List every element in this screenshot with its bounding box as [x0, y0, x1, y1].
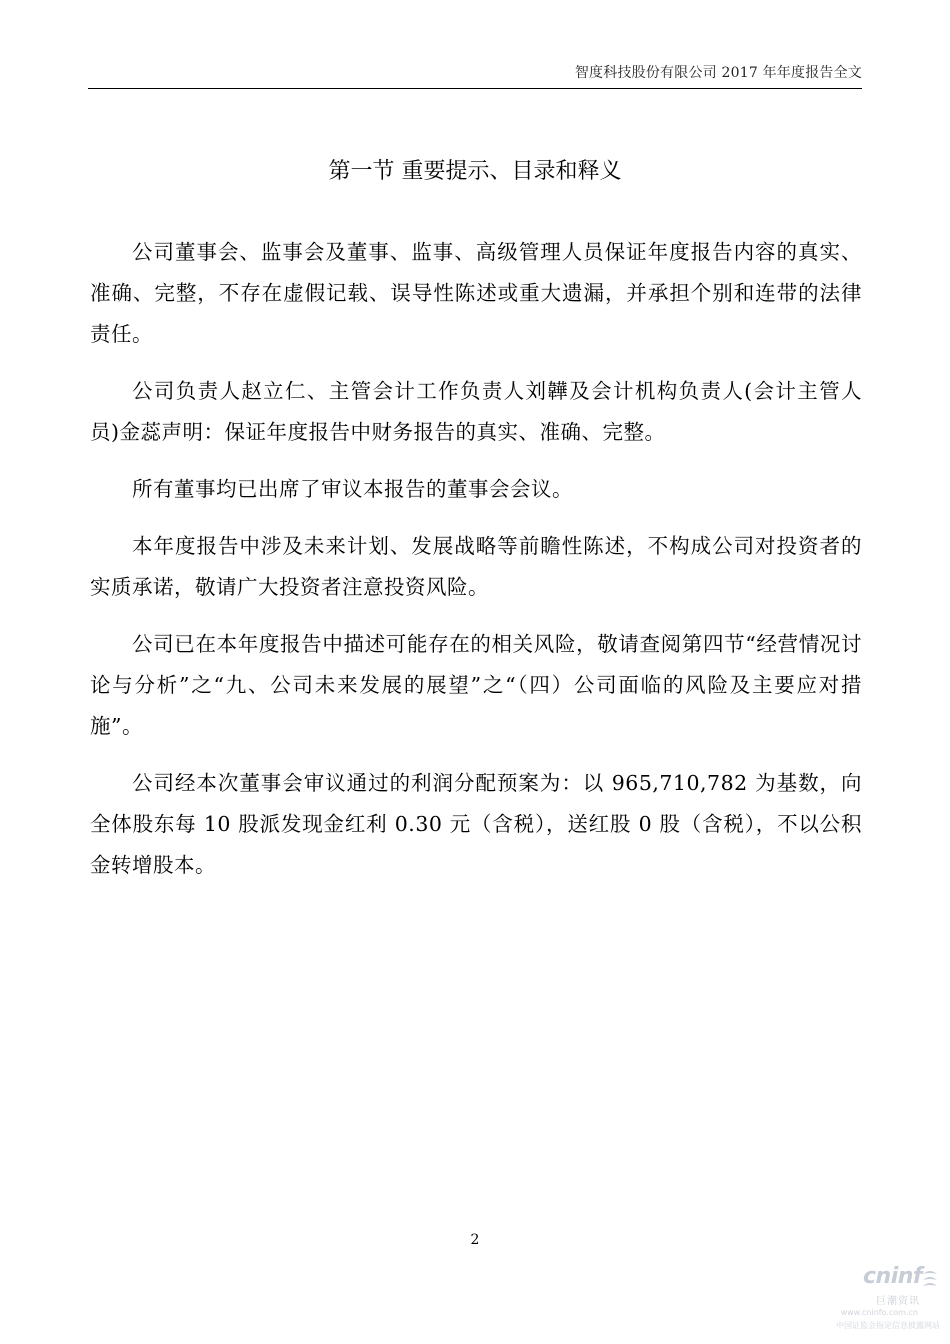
paragraph-forward-looking: 本年度报告中涉及未来计划、发展战略等前瞻性陈述，不构成公司对投资者的实质承诺，敬请广大投资者注意投资风险。 — [90, 534, 862, 599]
cninfo-watermark — [810, 1264, 940, 1338]
cninfo-logo-icon — [920, 1268, 940, 1288]
header-divider — [88, 88, 862, 89]
paragraph-profit-distribution: 公司经本次董事会审议通过的利润分配预案为：以 965,710,782 为基数，向全体股东每 10 股派发现金红利 0.30 元（含税），送红股 0 股（含税），不以公积金转增股本。 — [90, 771, 862, 877]
body-text — [90, 232, 862, 902]
watermark-org: 中国证监会指定信息披露网站 — [836, 1321, 940, 1330]
running-header: 智度科技股份有限公司 2017 年年度报告全文 — [574, 65, 862, 81]
paragraph-directors-attendance: 所有董事均已出席了审议本报告的董事会会议。 — [132, 477, 573, 501]
paragraph-risk-reference: 公司已在本年度报告中描述可能存在的相关风险，敬请查阅第四节“经营情况讨论与分析”之“九、公司未来发展的展望”之“（四）公司面临的风险及主要应对措施”。 — [90, 632, 862, 738]
paragraph-responsible-persons: 公司负责人赵立仁、主管会计工作负责人刘韡及会计机构负责人(会计主管人员)金蕊声明：保证年度报告中财务报告的真实、准确、完整。 — [90, 379, 862, 444]
watermark-url: www.cninfo.com.cn — [840, 1308, 918, 1317]
watermark-logo-text: cninf — [863, 1264, 922, 1289]
paragraph-board-guarantee: 公司董事会、监事会及董事、监事、高级管理人员保证年度报告内容的真实、准确、完整，不存在虚假记载、误导性陈述或重大遗漏，并承担个别和连带的法律责任。 — [90, 240, 862, 346]
page-number: 2 — [470, 1232, 480, 1248]
section-title: 第一节 重要提示、目录和释义 — [328, 159, 622, 184]
watermark-cn-name: 巨潮资讯 — [876, 1296, 920, 1307]
